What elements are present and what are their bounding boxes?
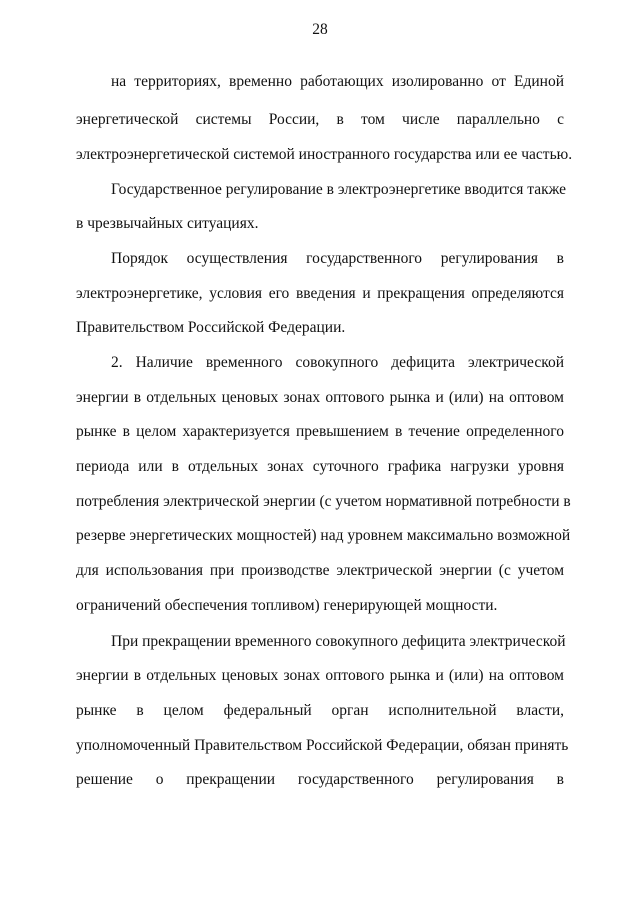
text-line: резерве энергетических мощностей) над уровнем максимально возможной <box>76 527 571 544</box>
text-line: энергетической системы России, в том числе параллельно с <box>76 111 564 128</box>
text-line: энергии в отдельных ценовых зонах оптового рынка и (или) на оптовом <box>76 389 564 406</box>
text-line: энергии в отдельных ценовых зонах оптового рынка и (или) на оптовом <box>76 667 564 684</box>
text-line: электроэнергетике, условия его введения и прекращения определяются <box>76 285 564 302</box>
text-line: электроэнергетической системой иностранного государства или ее частью. <box>76 146 573 163</box>
text-line: потребления электрической энергии (с учетом нормативной потребности в <box>76 493 571 510</box>
text-line: 2. Наличие временного совокупного дефицита электрической <box>111 354 564 371</box>
text-line: решение о прекращении государственного регулирования в <box>76 771 564 788</box>
text-line: рынке в целом характеризуется превышением в течение определенного <box>76 423 564 440</box>
text-line: на территориях, временно работающих изолированно от Единой <box>111 73 564 90</box>
text-line: рынке в целом федеральный орган исполнительной власти, <box>76 702 564 719</box>
page-number: 28 <box>312 21 328 38</box>
text-line: При прекращении временного совокупного дефицита электрической <box>111 633 566 650</box>
text-line: Правительством Российской Федерации. <box>76 319 346 336</box>
text-line: ограничений обеспечения топливом) генерирующей мощности. <box>76 597 498 614</box>
text-line: в чрезвычайных ситуациях. <box>76 215 259 232</box>
text-line: для использования при производстве электрической энергии (с учетом <box>76 562 564 579</box>
text-line: Порядок осуществления государственного регулирования в <box>111 250 564 267</box>
text-line: периода или в отдельных зонах суточного графика нагрузки уровня <box>76 458 564 475</box>
text-line: уполномоченный Правительством Российской Федерации, обязан принять <box>76 737 569 754</box>
text-line: Государственное регулирование в электроэнергетике вводится также <box>111 181 567 198</box>
